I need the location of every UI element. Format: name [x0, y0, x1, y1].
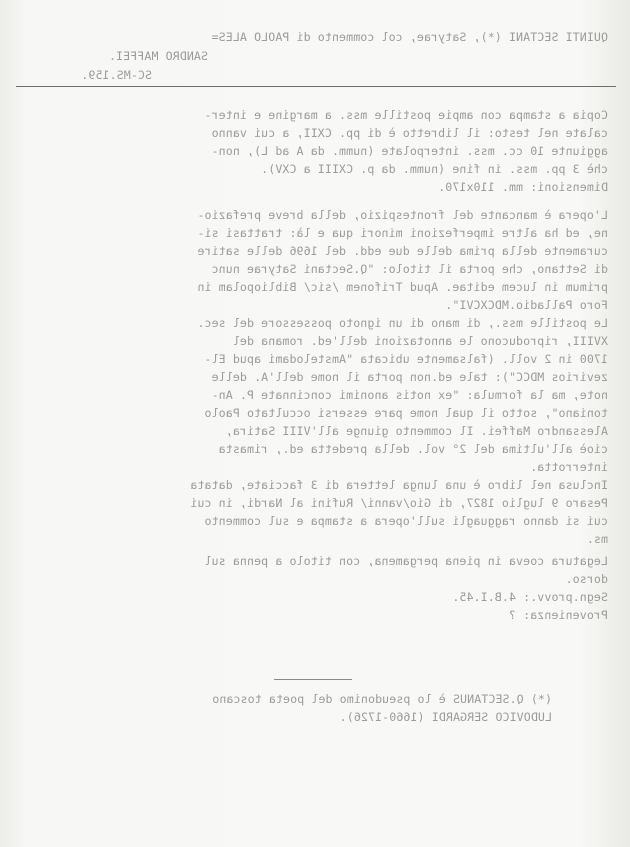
footnote-line-2: LUDOVICO SERGARDI (1660-1726). — [339, 710, 552, 724]
body-line: Le postille mss., di mano di un ignoto possessore del sec. — [197, 316, 608, 330]
footnote-divider — [274, 679, 352, 680]
body-line: Alessandro Maffei. Il commento giunge all'VIII Satira, — [225, 424, 608, 438]
body-line: aggiunte 10 cc. mss. interpolate (numm. da A ad L), non- — [211, 144, 608, 158]
body-line: Foro Palladio.MDCXCVI". — [445, 298, 608, 312]
body-line: Provenienza: ? — [508, 608, 608, 622]
body-line: dorso. — [565, 572, 608, 586]
body-line: 1700 in 2 voll. (falsamente ubicata "Amstelodami apud El- — [204, 352, 608, 366]
body-line: Pesaro 9 luglio 1827, di Gio/vanni/ Rufini al Nardi, in cui — [190, 496, 608, 510]
body-line: XVIII, riproducono le annotazioni dell'ed. romana del — [232, 334, 608, 348]
header-line-2: SANDRO MAFFEI. — [108, 49, 208, 63]
shelf-mark: SC-MS.159. — [81, 68, 152, 82]
body-line: primum in lucem editae. Apud Trifonem /sic/ Bibliopolam in — [197, 280, 608, 294]
body-line: cioè all'ultima del 2° vol. della predetta ed., rimasta — [218, 442, 608, 456]
header-line-1: QUINTI SECTANI (*), Satyrae, col commento di PAOLO ALES= — [211, 30, 608, 44]
body-line: calate nel testo: il libretto è di pp. CXII, a cui vanno — [211, 126, 608, 140]
body-line: Inclusa nel libro è una lunga lettera di 3 facciate, datata — [190, 478, 608, 492]
body-line: ne, ed ha altre imperfezioni minori qua e là: trattasi si- — [197, 226, 608, 240]
body-line: curamente della prima delle due edd. del 1696 delle satire — [197, 244, 608, 258]
body-line: interrotta. — [530, 460, 608, 474]
body-line: note, ma la formula: "ex notis anonimi concinnate P. An- — [211, 388, 608, 402]
body-line: Dimensioni: mm. 110x170. — [438, 180, 608, 194]
body-line: zevirios MDCC"): tale ed.non porta il nome dell'A. delle — [211, 370, 608, 384]
footnote-line-1: (*) Q.SECTANUS è lo pseudonimo del poeta toscano — [212, 692, 552, 706]
body-line: Copia a stampa con ampie postille mss. a margine e inter- — [204, 108, 608, 122]
body-line: Segn.provv.: 4.B.I.45. — [452, 590, 608, 604]
header-divider — [16, 86, 616, 87]
body-line: cui si danno ragguagli sull'opera a stampa e sul commento — [204, 514, 608, 528]
body-line: ms. — [586, 532, 608, 546]
body-line: toniano", sotto il qual nome pare essersi occultato Paolo — [204, 406, 608, 420]
body-line: chè 3 pp. mss. in fine (numm. da p. CXIII a CXV). — [261, 162, 608, 176]
body-line: Legatura coeva in piena pergamena, con titolo a penna sul — [204, 554, 608, 568]
body-line: L'opera è mancante del frontespizio, della breve prefazio- — [197, 208, 608, 222]
body-line: di Settano, che porta il titolo: "Q.Sectani Satyrae nunc — [211, 262, 608, 276]
